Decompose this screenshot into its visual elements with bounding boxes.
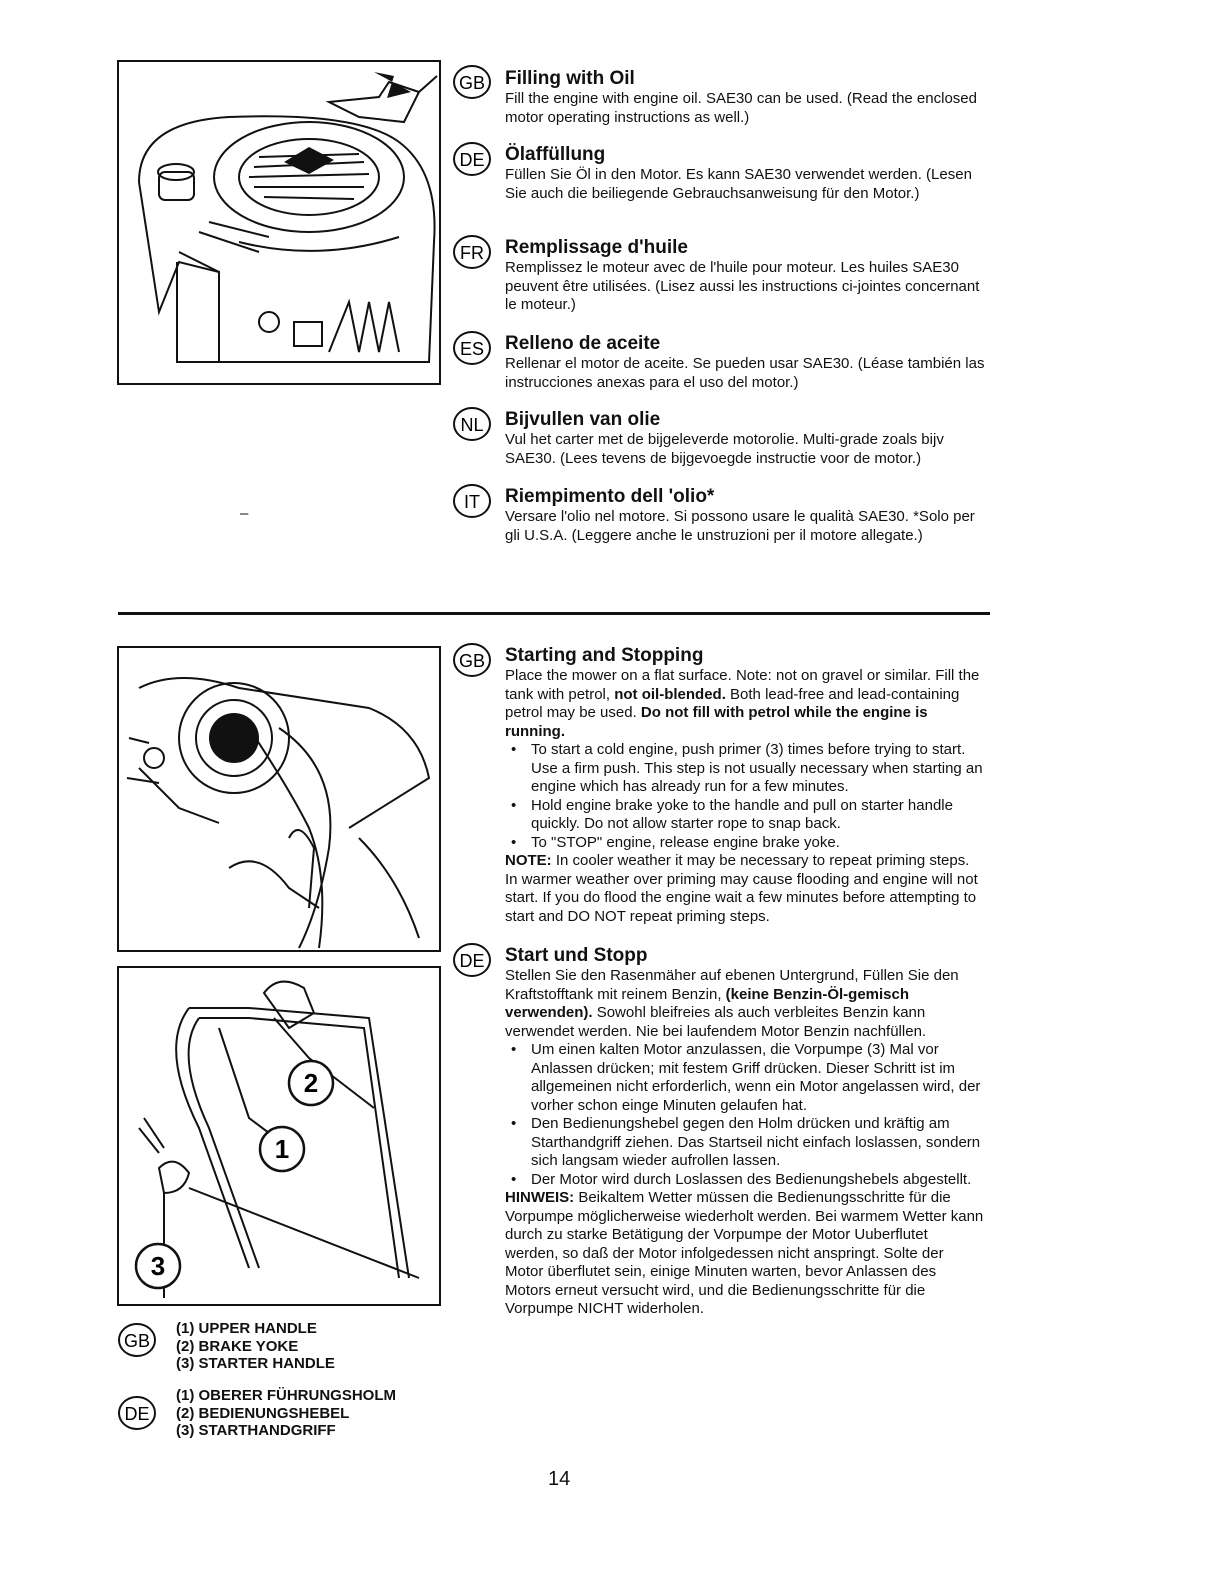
legend-item: (2) BRAKE YOKE — [176, 1337, 299, 1355]
oil-section-gb — [505, 68, 985, 127]
list-item: • Den Bedienungshebel gegen den Holm drücken und kräftig am Starthandgriff ziehen. Das Startseil nicht einfach loslassen, sondern sich langsam wieder aufrollen lassen. — [505, 1115, 985, 1171]
list-item: • To start a cold engine, push primer (3) times before trying to start. Use a firm push. This step is not usually necessary when starting an engine which has already run for a few minutes. — [505, 741, 985, 797]
section-title: Bijvullen van olie — [505, 409, 661, 430]
instruction-list — [505, 741, 985, 852]
section-note: HINWEIS: Beikaltem Wetter müssen die Bedienungsschritte für die Vorpumpe möglicherweise wiederholt werden. Bei warmem Wetter kann durch zu starke Betätigung der Vorpumpe der Motor Uuberflutet werden, so daß der Motor infolgedessen nicht anspringt. Solte der Motor überflutet sein, einige Minuten warten, bevor Anlassen des Motors erneut versucht wird, und die Bedienungsschritte für die Vorpumpe NICHT widerholen. — [505, 1189, 984, 1317]
svg-text:DE: DE — [459, 951, 485, 971]
list-item: • To "STOP" engine, release engine brake yoke. — [505, 834, 985, 853]
legend-item: (1) UPPER HANDLE — [176, 1320, 317, 1337]
list-item: • Der Motor wird durch Loslassen des Bedienungshebels abgestellt. — [505, 1171, 985, 1190]
lang-badge-gb-start — [452, 642, 492, 678]
oil-section-de — [505, 144, 985, 203]
callout-3 — [136, 1244, 180, 1288]
section-title: Start und Stopp — [505, 945, 648, 966]
section-text: Versare l'olio nel motore. Si possono usare le qualità SAE30. *Solo per gli U.S.A. (Leggere anche le unstruzioni per il motore allegate.) — [505, 508, 975, 544]
section-intro: Place the mower on a flat surface. Note: not on gravel or similar. Fill the tank with petrol, not oil-blended. Both lead-free and lead-containing petrol may be used. Do not fill with petrol while the engine is running. — [505, 667, 980, 740]
svg-text:2: 2 — [303, 1068, 319, 1098]
section-text: Füllen Sie Öl in den Motor. Es kann SAE30 verwendet werden. (Lesen Sie auch die beiliegende Gebrauchsanweisung für den Motor.) — [505, 166, 972, 202]
lang-badge-fr — [452, 234, 492, 270]
legend-item: (3) STARTHANDGRIFF — [176, 1422, 336, 1439]
start-stop-section-gb — [505, 645, 985, 926]
svg-text:GB: GB — [123, 1331, 151, 1351]
svg-text:ES: ES — [459, 339, 485, 359]
list-item: • Um einen kalten Motor anzulassen, die Vorpumpe (3) Mal vor Anlassen drücken; mit festem Griff drücken. Dieser Schritt ist im allgemeinen nicht erforderlich, wenn ein Motor angelassen wird, der vorher schon einge Minuten gelaufen hat. — [505, 1041, 985, 1115]
figure-legend-gb — [176, 1320, 335, 1373]
legend-item: (3) STARTER HANDLE — [176, 1355, 335, 1372]
instruction-list — [505, 1041, 985, 1189]
lang-badge-it — [452, 483, 492, 519]
oil-section-es — [505, 333, 985, 392]
lang-badge-de-legend — [117, 1395, 157, 1431]
primer-figure — [117, 646, 441, 952]
oil-section-nl — [505, 409, 985, 468]
svg-text:DE: DE — [459, 150, 485, 170]
stray-dash: – — [240, 505, 249, 522]
legend-item: (1) OBERER FÜHRUNGSHOLM — [176, 1387, 396, 1404]
callout-2 — [289, 1061, 333, 1105]
figure-legend-de — [176, 1387, 396, 1440]
section-title: Relleno de aceite — [505, 333, 661, 354]
section-text: Rellenar el motor de aceite. Se pueden usar SAE30. (Léase también las instrucciones anexas para el uso del motor.) — [505, 355, 985, 391]
section-title: Remplissage d'huile — [505, 237, 688, 258]
lang-badge-gb-legend — [117, 1322, 157, 1358]
section-divider — [118, 612, 990, 615]
list-item: • Hold engine brake yoke to the handle and pull on starter handle quickly. Do not allow starter rope to snap back. — [505, 797, 985, 834]
section-title: Riempimento dell 'olio* — [505, 486, 715, 507]
legend-item: (2) BEDIENUNGSHEBEL — [176, 1404, 350, 1422]
start-stop-section-de — [505, 945, 985, 1319]
svg-text:3: 3 — [150, 1251, 166, 1281]
engine-illustration — [119, 62, 439, 383]
svg-text:IT: IT — [464, 492, 480, 512]
oil-section-it — [505, 486, 985, 545]
svg-text:1: 1 — [274, 1134, 290, 1164]
page-number: 14 — [548, 1468, 571, 1490]
handle-figure — [117, 966, 441, 1306]
section-text: Vul het carter met de bijgeleverde motorolie. Multi-grade zoals bijv SAE30. (Lees tevens de bijgevoegde instructie voor de motor.) — [505, 431, 944, 467]
lang-badge-de-start — [452, 942, 492, 978]
svg-text:NL: NL — [460, 415, 484, 435]
section-text: Remplissez le moteur avec de l'huile pour moteur. Les huiles SAE30 peuvent être utilisées. (Lisez aussi les instructions ci-jointes concernant le moteur.) — [505, 259, 980, 313]
svg-text:GB: GB — [458, 73, 486, 93]
section-title: Starting and Stopping — [505, 645, 704, 666]
handle-illustration — [119, 968, 439, 1304]
section-text: Fill the engine with engine oil. SAE30 can be used. (Read the enclosed motor operating instructions as well.) — [505, 90, 977, 126]
primer-illustration — [119, 648, 439, 950]
lang-badge-de — [452, 141, 492, 177]
svg-text:FR: FR — [460, 243, 484, 263]
svg-text:GB: GB — [458, 651, 486, 671]
section-title: Ölaffüllung — [505, 144, 606, 165]
section-note: NOTE: In cooler weather it may be necessary to repeat priming steps. In warmer weather over priming may cause flooding and engine will not start. If you do flood the engine wait a few minutes before attempting to start and DO NOT repeat priming steps. — [505, 852, 978, 925]
callout-1 — [260, 1127, 304, 1171]
section-intro: Stellen Sie den Rasenmäher auf ebenen Untergrund, Füllen Sie den Kraftstofftank mit reinem Benzin, (keine Benzin-Öl-gemisch verwenden). Sowohl bleifreies als auch verbleites Benzin kann verwendet werden. Nie bei laufendem Motor Benzin nachfüllen. — [505, 967, 959, 1040]
section-title: Filling with Oil — [505, 68, 635, 89]
lang-badge-nl — [452, 406, 492, 442]
oil-section-fr — [505, 237, 985, 315]
lang-badge-es — [452, 330, 492, 366]
svg-text:DE: DE — [124, 1404, 150, 1424]
engine-oil-figure — [117, 60, 441, 385]
lang-badge-gb — [452, 64, 492, 100]
